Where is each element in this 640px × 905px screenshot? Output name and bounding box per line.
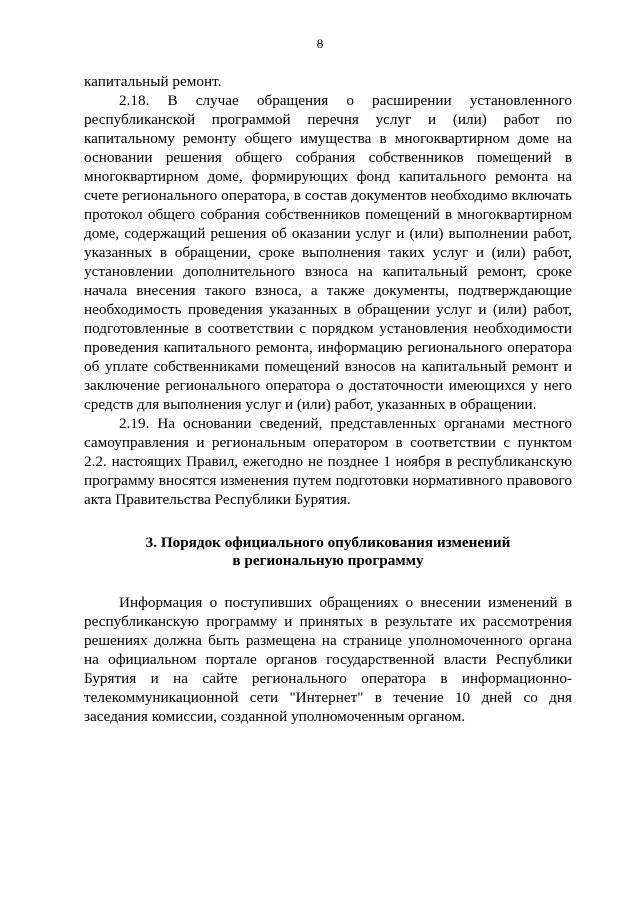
section-3-heading-line-2: в региональную программу (232, 552, 424, 569)
section-3-heading-line-1: 3. Порядок официального опубликования изменений (145, 534, 511, 551)
paragraph-continuation: капитальный ремонт. (84, 73, 222, 90)
section-3-heading (84, 534, 572, 570)
page-number: 8 (316, 36, 324, 51)
paragraph-2-19: 2.19. На основании сведений, представленных органами местного самоуправления и региональным оператором в соответствии с пунктом 2.2. настоящих Правил, ежегодно не позднее 1 ноября в республиканскую программу вносятся изменения путем подготовки нормативного правового акта Правительства Республики Бурятия. (84, 415, 572, 508)
section-3-paragraph: Информация о поступивших обращениях о внесении изменений в республиканскую программу и принятых в результате их рассмотрения решениях должна быть размещена на странице уполномоченного органа на официальном портале органов государственной власти Республики Бурятия и на сайте регионального оператора в информационно-телекоммуникационной сети "Интернет" в течение 10 дней со дня заседания комиссии, созданной уполномоченным органом. (84, 594, 572, 725)
document-body (84, 72, 572, 726)
paragraph-2-18: 2.18. В случае обращения о расширении установленного республиканской программой перечня услуг и (или) работ по капитальному ремонту общего имущества в многоквартирном доме на основании решения общего собрания собственников помещений в многоквартирном доме, формирующих фонд капитального ремонта на счете регионального оператора, в состав документов необходимо включать протокол общего собрания собственников помещений в многоквартирном доме, содержащий решения об оказании услуг и (или) выполнении работ, указанных в обращении, сроке выполнения таких услуг и (или) работ, установлении дополнительного взноса на капитальный ремонт, сроке начала внесения такого взноса, а также документы, подтверждающие необходимость проведения указанных в обращении услуг и (или) работ, подготовленные в соответствии с порядком установления необходимости проведения капитального ремонта, информацию регионального оператора об уплате собственниками помещений взносов на капитальный ремонт и заключение регионального оператора о достаточности имеющихся у него средств для выполнения услуг и (или) работ, указанных в обращении. (84, 92, 572, 413)
